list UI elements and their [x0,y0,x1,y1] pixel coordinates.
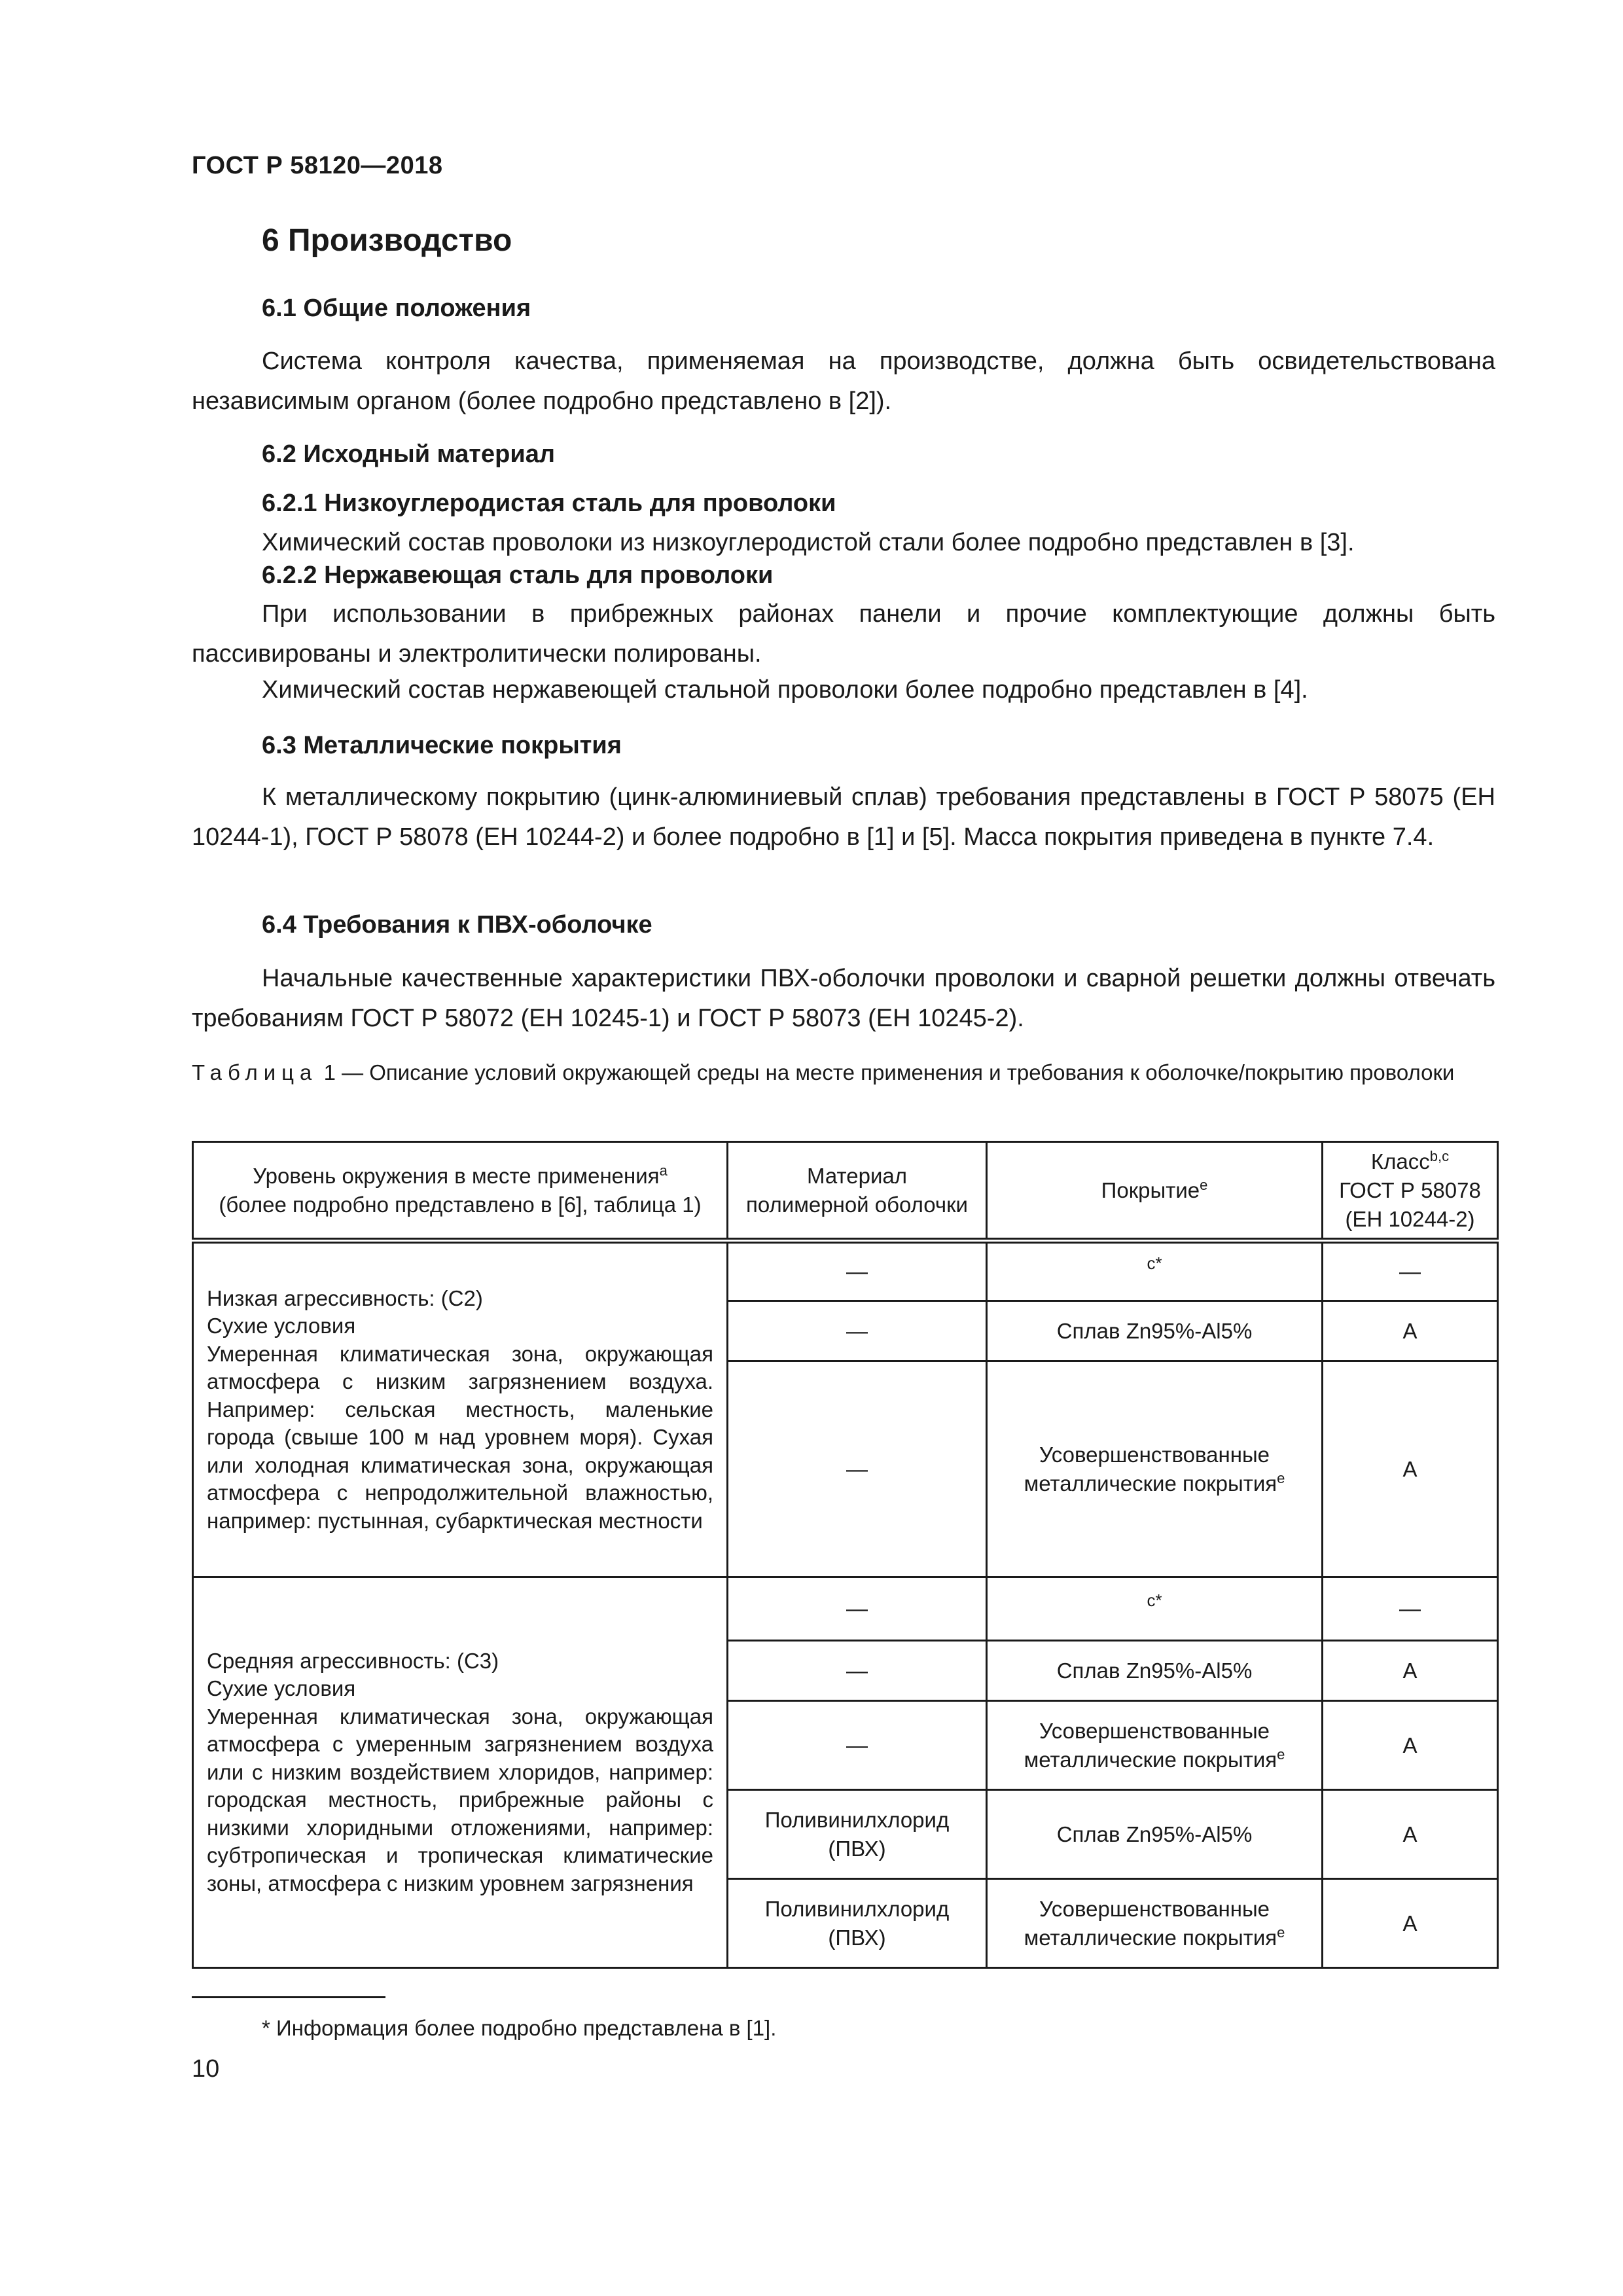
subsection-6-3-text: К металлическому покрытию (цинк-алюминиевый сплав) требования представлены в ГОСТ Р 58075 (ЕН 10244-1), ГОСТ Р 58078 (ЕН 10244-2) и более подробно в [1] и [5]. Масса покрытия приведена в пункте 7.4. [192,783,1495,851]
table-caption-text: 1 — Описание условий окружающей среды на месте применения и требования к оболочке/покрытию проволоки [323,1060,1455,1085]
class-cell: A [1323,1701,1498,1790]
header-coating: Покрытие$^e$ [987,1142,1323,1241]
class-cell: A [1323,1361,1498,1577]
coating-cell: Усовершенствованные металлические покрытия$^e$ [987,1879,1323,1968]
material-cell: Поливинилхлорид (ПВХ) [728,1790,987,1879]
class-cell: — [1323,1241,1498,1301]
material-cell: Поливинилхлорид (ПВХ) [728,1879,987,1968]
subsection-6-2-title: 6.2 Исходный материал [262,440,556,468]
section-title: 6 Производство [262,223,512,258]
material-cell: — [728,1301,987,1361]
class-cell: A [1323,1790,1498,1879]
subsection-6-2-1-text: Химический состав проволоки из низкоуглеродистой стали более подробно представлен в [3]. [262,529,1355,556]
class-cell: A [1323,1641,1498,1701]
subsection-6-2-1-title: 6.2.1 Низкоуглеродистая сталь для проволоки [262,490,836,517]
footnote-text: Информация более подробно представлена в [1]. [276,2016,777,2040]
subsection-6-3-title: 6.3 Металлические покрытия [262,732,622,759]
footnote-divider [192,1996,385,1998]
material-cell: — [728,1641,987,1701]
header-environment-level: Уровень окружения в месте применения$^a$ (более подробно представлено в [6], таблица 1) [193,1142,728,1241]
header-polymer-material: Материал полимерной оболочки [728,1142,987,1241]
environment-requirements-table [192,1141,1499,1969]
material-cell: — [728,1361,987,1577]
subsection-6-2-2-text-2: Химический состав нержавеющей стальной проволоки более подробно представлен в [4]. [262,676,1308,704]
subsection-6-1-title: 6.1 Общие положения [262,295,531,322]
class-cell: — [1323,1577,1498,1641]
subsection-6-1-text: Система контроля качества, применяемая на производстве, должна быть освидетельствована независимым органом (более подробно представлено в [2]). [192,348,1495,415]
environment-cell-c3: Средняя агрессивность: (С3) Сухие условия Умеренная климатическая зона, окружающая атмосфера с умеренным загрязнением воздуха или с низким воздействием хлоридов, например: городская местность, прибрежные районы с низкими хлоридными отложениями, например: субтропическая и тропическая климатические зоны, атмосфера с низким уровнем загрязнения [193,1577,728,1968]
table-header-row [193,1142,1498,1241]
subsection-6-2-2-text-1: При использовании в прибрежных районах панели и прочие комплектующие должны быть пассивированы и электролитически полированы. [192,600,1495,668]
material-cell: — [728,1577,987,1641]
material-cell: — [728,1241,987,1301]
coating-cell: c* [987,1241,1323,1301]
table-row [193,1577,1498,1641]
subsection-6-4-text: Начальные качественные характеристики ПВХ-оболочки проволоки и сварной решетки должны отвечать требованиям ГОСТ Р 58072 (ЕН 10245-1) и ГОСТ Р 58073 (ЕН 10245-2). [192,965,1495,1032]
table-caption [192,1058,1494,1087]
footnote-marker: * [262,2016,270,2040]
header-class: Класс$^{b,c}$ ГОСТ Р 58078 (ЕН 10244-2) [1323,1142,1498,1241]
class-cell: A [1323,1879,1498,1968]
footnote [262,2016,776,2041]
document-code: ГОСТ Р 58120—2018 [192,152,443,179]
coating-cell: Сплав Zn95%-Al5% [987,1790,1323,1879]
subsection-6-4-title: 6.4 Требования к ПВХ-оболочке [262,911,652,939]
page-number: 10 [192,2055,220,2083]
coating-cell: c* [987,1577,1323,1641]
class-cell: A [1323,1301,1498,1361]
table-row [193,1241,1498,1301]
table-caption-label: Таблица [192,1060,318,1085]
coating-cell: Усовершенствованные металлические покрытия$^e$ [987,1361,1323,1577]
coating-cell: Сплав Zn95%-Al5% [987,1301,1323,1361]
subsection-6-2-2-title: 6.2.2 Нержавеющая сталь для проволоки [262,562,774,589]
coating-cell: Сплав Zn95%-Al5% [987,1641,1323,1701]
material-cell: — [728,1701,987,1790]
coating-cell: Усовершенствованные металлические покрытия$^e$ [987,1701,1323,1790]
environment-cell-c2: Низкая агрессивность: (С2) Сухие условия Умеренная климатическая зона, окружающая атмосфера с низким загрязнением воздуха. Например: сельская местность, маленькие города (свыше 100 м над уровнем моря). Сухая или холодная климатическая зона, окружающая атмосфера с непродолжительной влажностью, например: пустынная, субарктическая местности [193,1241,728,1577]
